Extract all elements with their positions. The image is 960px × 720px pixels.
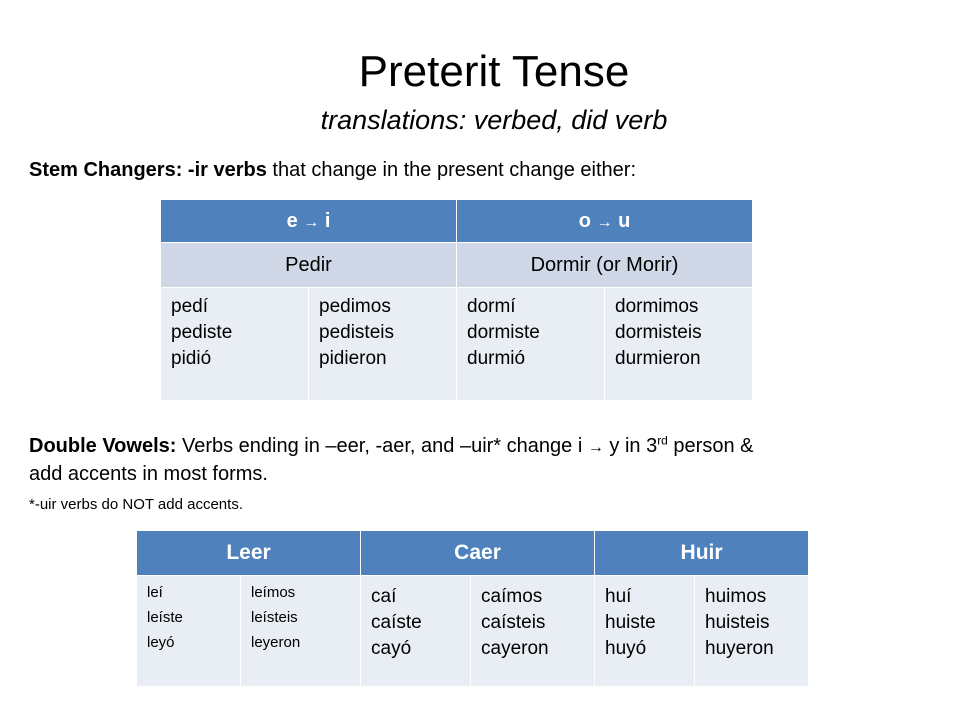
conjugation: dormiste [467, 322, 540, 343]
conjugation: pedisteis [319, 322, 394, 343]
conjugation: cayó [371, 638, 412, 659]
stem-changers-line [29, 156, 636, 184]
conjugation: pidieron [319, 348, 387, 369]
double-vowels-label: Double Vowels: [29, 435, 177, 457]
verb-dormir: Dormir (or Morir) [457, 243, 753, 288]
leer-singular-forms [137, 576, 241, 687]
conjugation: cayeron [481, 638, 549, 659]
header-e: e [286, 209, 298, 232]
double-vowels-line-2: add accents in most forms. [29, 463, 268, 485]
stem-changer-table [160, 199, 753, 401]
uir-note: *-uir verbs do NOT add accents. [29, 496, 243, 513]
pedir-singular-forms [161, 288, 309, 401]
caer-plural-forms [471, 576, 595, 687]
dormir-plural-forms [605, 288, 753, 401]
double-vowels-text-2: y in 3 [603, 435, 658, 457]
header-o: o [578, 209, 591, 232]
header-u: u [618, 209, 631, 232]
stem-changers-label: Stem Changers: [29, 159, 183, 181]
conjugation: durmieron [615, 348, 701, 369]
conjugation: huiste [605, 612, 656, 633]
verb-pedir: Pedir [161, 243, 457, 288]
leer-plural-forms [241, 576, 361, 687]
caer-singular-forms [361, 576, 471, 687]
conjugation: pediste [171, 322, 233, 343]
conjugation: durmió [467, 348, 526, 369]
conjugation: caíste [371, 612, 422, 633]
conjugation: dormimos [615, 296, 699, 317]
page-subtitle: translations: verbed, did verb [320, 105, 668, 135]
header-huir: Huir [595, 531, 809, 576]
conjugation: huimos [705, 586, 767, 607]
conjugation: leyeron [251, 634, 301, 651]
conjugation: huisteis [705, 612, 770, 633]
conjugation: huyó [605, 638, 647, 659]
conjugation: leí [147, 584, 163, 601]
huir-singular-forms [595, 576, 695, 687]
conjugation: caí [371, 586, 397, 607]
conjugation: dormí [467, 296, 516, 317]
conjugation: dormisteis [615, 322, 702, 343]
double-vowels-line [29, 432, 753, 462]
conjugation: leyó [147, 634, 175, 651]
arrow-right-icon: → [596, 213, 613, 231]
header-leer: Leer [137, 531, 361, 576]
conjugation: pedí [171, 296, 208, 317]
conjugation: leíste [147, 609, 183, 626]
arrow-right-icon: → [587, 439, 604, 456]
double-vowels-text: Verbs ending in –eer, -aer, and –uir* change i [176, 435, 588, 457]
pedir-plural-forms [309, 288, 457, 401]
huir-plural-forms [695, 576, 809, 687]
double-vowel-table [136, 530, 809, 687]
dormir-singular-forms [457, 288, 605, 401]
conjugation: pidió [171, 348, 212, 369]
conjugation: leímos [251, 584, 296, 601]
conjugation: caísteis [481, 612, 546, 633]
page-title: Preterit Tense [358, 47, 630, 96]
header-caer: Caer [361, 531, 595, 576]
conjugation: caímos [481, 586, 543, 607]
header-i: i [324, 209, 331, 232]
double-vowels-text-3: person & [667, 435, 754, 457]
stem-changers-text: that change in the present change either: [266, 159, 637, 181]
header-e-to-i [161, 200, 457, 243]
conjugation: leísteis [251, 609, 298, 626]
arrow-right-icon: → [303, 213, 320, 231]
superscript-rd: rd [657, 433, 668, 448]
conjugation: huí [605, 586, 632, 607]
conjugation: pedimos [319, 296, 391, 317]
conjugation: huyeron [705, 638, 774, 659]
header-o-to-u [457, 200, 753, 243]
stem-changers-ir-verbs: -ir verbs [182, 159, 267, 181]
